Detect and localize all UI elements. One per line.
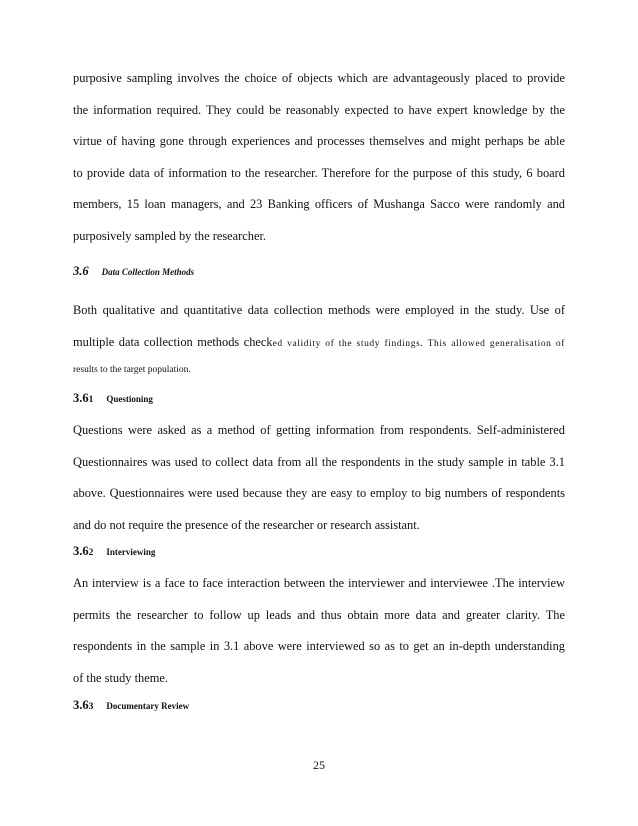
text-line: permits the researcher to follow up leads and thus obtain more data and greater clarity. The bbox=[73, 607, 565, 622]
section-heading-3-6-3 bbox=[73, 696, 189, 714]
text-line: respondents in the sample in 3.1 above were interviewed so as to get an in-depth understanding bbox=[73, 639, 565, 653]
section-number bbox=[73, 391, 93, 406]
text-line: results to the target population. bbox=[73, 365, 191, 375]
section-number-sub: 1 bbox=[88, 395, 94, 405]
section-number-sub: 2 bbox=[88, 548, 94, 558]
text-line: of the study theme. bbox=[73, 670, 168, 685]
paragraph-questioning bbox=[73, 415, 565, 541]
section-number-sub: 3 bbox=[88, 702, 94, 712]
text-segment: multiple data collection methods check bbox=[73, 334, 273, 349]
section-title: Questioning bbox=[106, 394, 153, 404]
section-title: Interviewing bbox=[106, 547, 156, 557]
text-line: An interview is a face to face interaction between the interviewer and interviewee .The interview bbox=[73, 576, 565, 590]
section-number-main: 3.6 bbox=[73, 698, 89, 712]
section-heading-3-6-2 bbox=[73, 542, 155, 560]
section-title: Documentary Review bbox=[106, 701, 190, 711]
text-line: to provide data of information to the researcher. Therefore for the purpose of this study, 6 board bbox=[73, 165, 565, 180]
paragraph-interviewing bbox=[73, 568, 565, 694]
section-heading-3-6-1 bbox=[73, 389, 153, 407]
text-line: members, 15 loan managers, and 23 Banking officers of Mushanga Sacco were randomly and bbox=[73, 197, 565, 211]
section-number bbox=[73, 544, 93, 559]
section-title: Data Collection Methods bbox=[101, 267, 195, 277]
section-number: 3.6 bbox=[73, 264, 89, 278]
section-number-main: 3.6 bbox=[73, 391, 89, 405]
text-line: Questions were asked as a method of getting information from respondents. Self-administered bbox=[73, 423, 565, 437]
text-line: and do not require the presence of the researcher or research assistant. bbox=[73, 517, 420, 532]
text-line bbox=[73, 327, 565, 359]
text-line: purposively sampled by the researcher. bbox=[73, 228, 267, 243]
section-number bbox=[73, 698, 93, 713]
text-line: purposive sampling involves the choice of objects which are advantageously placed to provide bbox=[73, 71, 565, 85]
text-line: virtue of having gone through experiences and processes themselves and might perhaps be able bbox=[73, 134, 565, 148]
section-number-main: 3.6 bbox=[73, 544, 89, 558]
paragraph-data-collection bbox=[73, 295, 565, 382]
text-line: Questionnaires was used to collect data from all the respondents in the study sample in table 3.1 bbox=[73, 454, 565, 469]
text-line: Both qualitative and quantitative data collection methods were employed in the study. Use of bbox=[73, 303, 565, 317]
text-line: above. Questionnaires were used because they are easy to employ to big numbers of respondents bbox=[73, 486, 565, 500]
page-number: 25 bbox=[313, 758, 325, 772]
text-segment-small: ed validity of the study findings. This allowed generalisation of bbox=[272, 338, 565, 349]
section-heading-3-6 bbox=[73, 262, 194, 280]
text-line: the information required. They could be reasonably expected to have expert knowledge by the bbox=[73, 102, 565, 117]
paragraph-sampling bbox=[73, 63, 565, 252]
